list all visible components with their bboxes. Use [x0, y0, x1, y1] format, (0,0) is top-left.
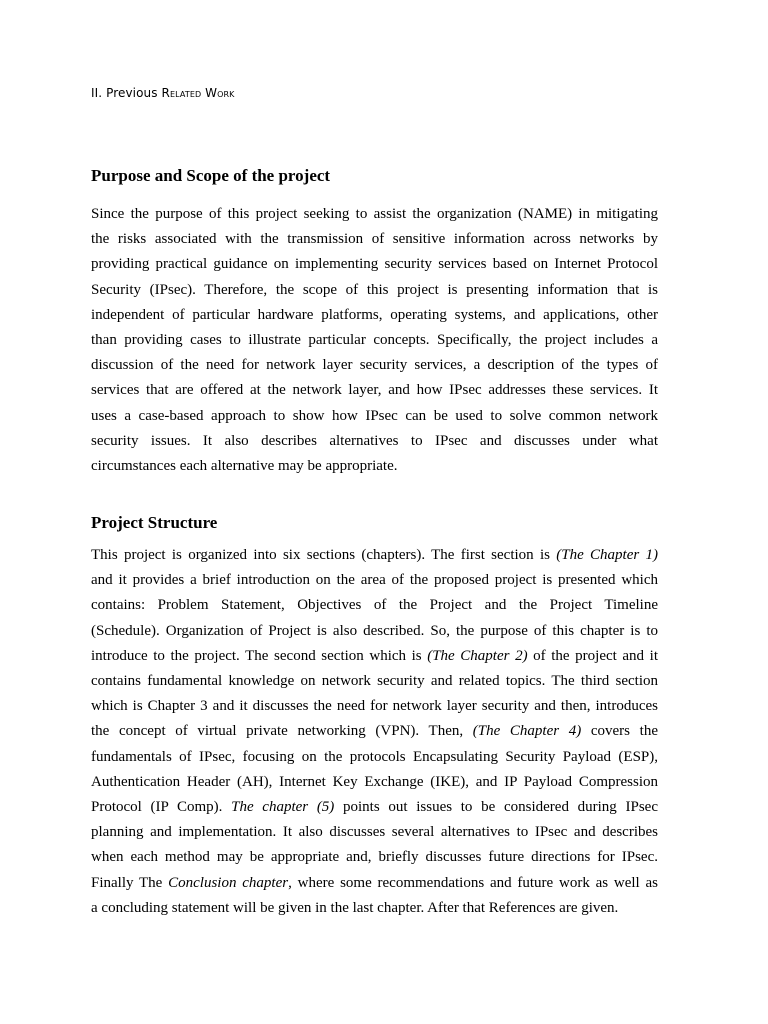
text-line: and it provides a brief introduction on the area of the proposed project is presented which	[91, 572, 658, 589]
text-run: of the project and it	[527, 647, 658, 664]
text-run: points out issues to be considered during IPsec	[334, 799, 658, 816]
text-line: a concluding statement will be given in the last chapter. After that References are given.	[91, 899, 619, 916]
chapter-2-reference: (The Chapter 2)	[427, 647, 528, 664]
paragraph-purpose-scope	[91, 202, 658, 479]
text-line: fundamentals of IPsec, focusing on the protocols Encapsulating Security Payload (ESP),	[91, 748, 658, 765]
text-line: uses a case-based approach to show how IPsec can be used to solve common network	[91, 407, 658, 424]
text-line: Security (IPsec). Therefore, the scope of this project is presenting information that is	[91, 281, 658, 298]
text-line: than providing cases to illustrate particular concepts. Specifically, the project includes a	[91, 332, 658, 349]
text-line: independent of particular hardware platforms, operating systems, and applications, other	[91, 306, 658, 323]
text-line: discussion of the need for network layer security services, a description of the types of	[91, 357, 658, 374]
text-line	[91, 644, 658, 669]
chapter-5-reference: The chapter (5)	[231, 799, 335, 816]
text-run: the concept of virtual private networking (VPN). Then,	[91, 723, 473, 740]
text-line: Authentication Header (AH), Internet Key Exchange (IKE), and IP Payload Compression	[91, 773, 658, 790]
running-header-prefix: II. Previous	[91, 86, 162, 100]
text-line	[91, 795, 658, 820]
text-line	[91, 543, 658, 568]
section-title-project-structure: Project Structure	[91, 513, 218, 532]
text-line: contains: Problem Statement, Objectives of the Project and the Project Timeline	[91, 597, 658, 614]
running-header	[91, 86, 235, 100]
chapter-4-reference: (The Chapter 4)	[472, 723, 582, 740]
text-run: covers the	[581, 723, 658, 740]
text-run: introduce to the project. The second section which is	[91, 647, 428, 664]
paragraph-project-structure	[91, 543, 658, 921]
chapter-1-reference: (The Chapter 1)	[556, 547, 658, 563]
text-line: providing practical guidance on implementing security services based on Internet Protocol	[91, 256, 658, 273]
text-line: which is Chapter 3 and it discusses the need for network layer security and then, introduces	[91, 698, 658, 715]
section-title-purpose-scope: Purpose and Scope of the project	[91, 166, 331, 185]
text-line: circumstances each alternative may be appropriate.	[91, 458, 398, 475]
text-line: the risks associated with the transmission of sensitive information across networks by	[91, 231, 658, 248]
text-line: Since the purpose of this project seeking to assist the organization (NAME) in mitigating	[91, 206, 658, 222]
text-run: This project is organized into six sections (chapters). The first section is	[91, 547, 557, 563]
text-run: Protocol (IP Comp).	[91, 799, 232, 816]
text-run: Finally The	[91, 874, 169, 891]
text-line: planning and implementation. It also discusses several alternatives to IPsec and describes	[91, 824, 658, 841]
text-line: (Schedule). Organization of Project is also described. So, the purpose of this chapter is to	[91, 622, 658, 639]
conclusion-chapter-reference: Conclusion chapter	[168, 874, 289, 891]
text-run: , where some recommendations and future work as well as	[288, 874, 659, 891]
text-line: services that are offered at the network layer, and how IPsec addresses these services. It	[91, 382, 658, 399]
text-line: security issues. It also describes alternatives to IPsec and discusses under what	[91, 432, 658, 449]
text-line	[91, 871, 658, 896]
text-line: when each method may be appropriate and, briefly discusses future directions for IPsec.	[91, 849, 658, 866]
text-line: contains fundamental knowledge on network security and related topics. The third section	[91, 673, 658, 690]
text-line	[91, 719, 658, 744]
running-header-smallcaps: Related Work	[161, 86, 235, 100]
